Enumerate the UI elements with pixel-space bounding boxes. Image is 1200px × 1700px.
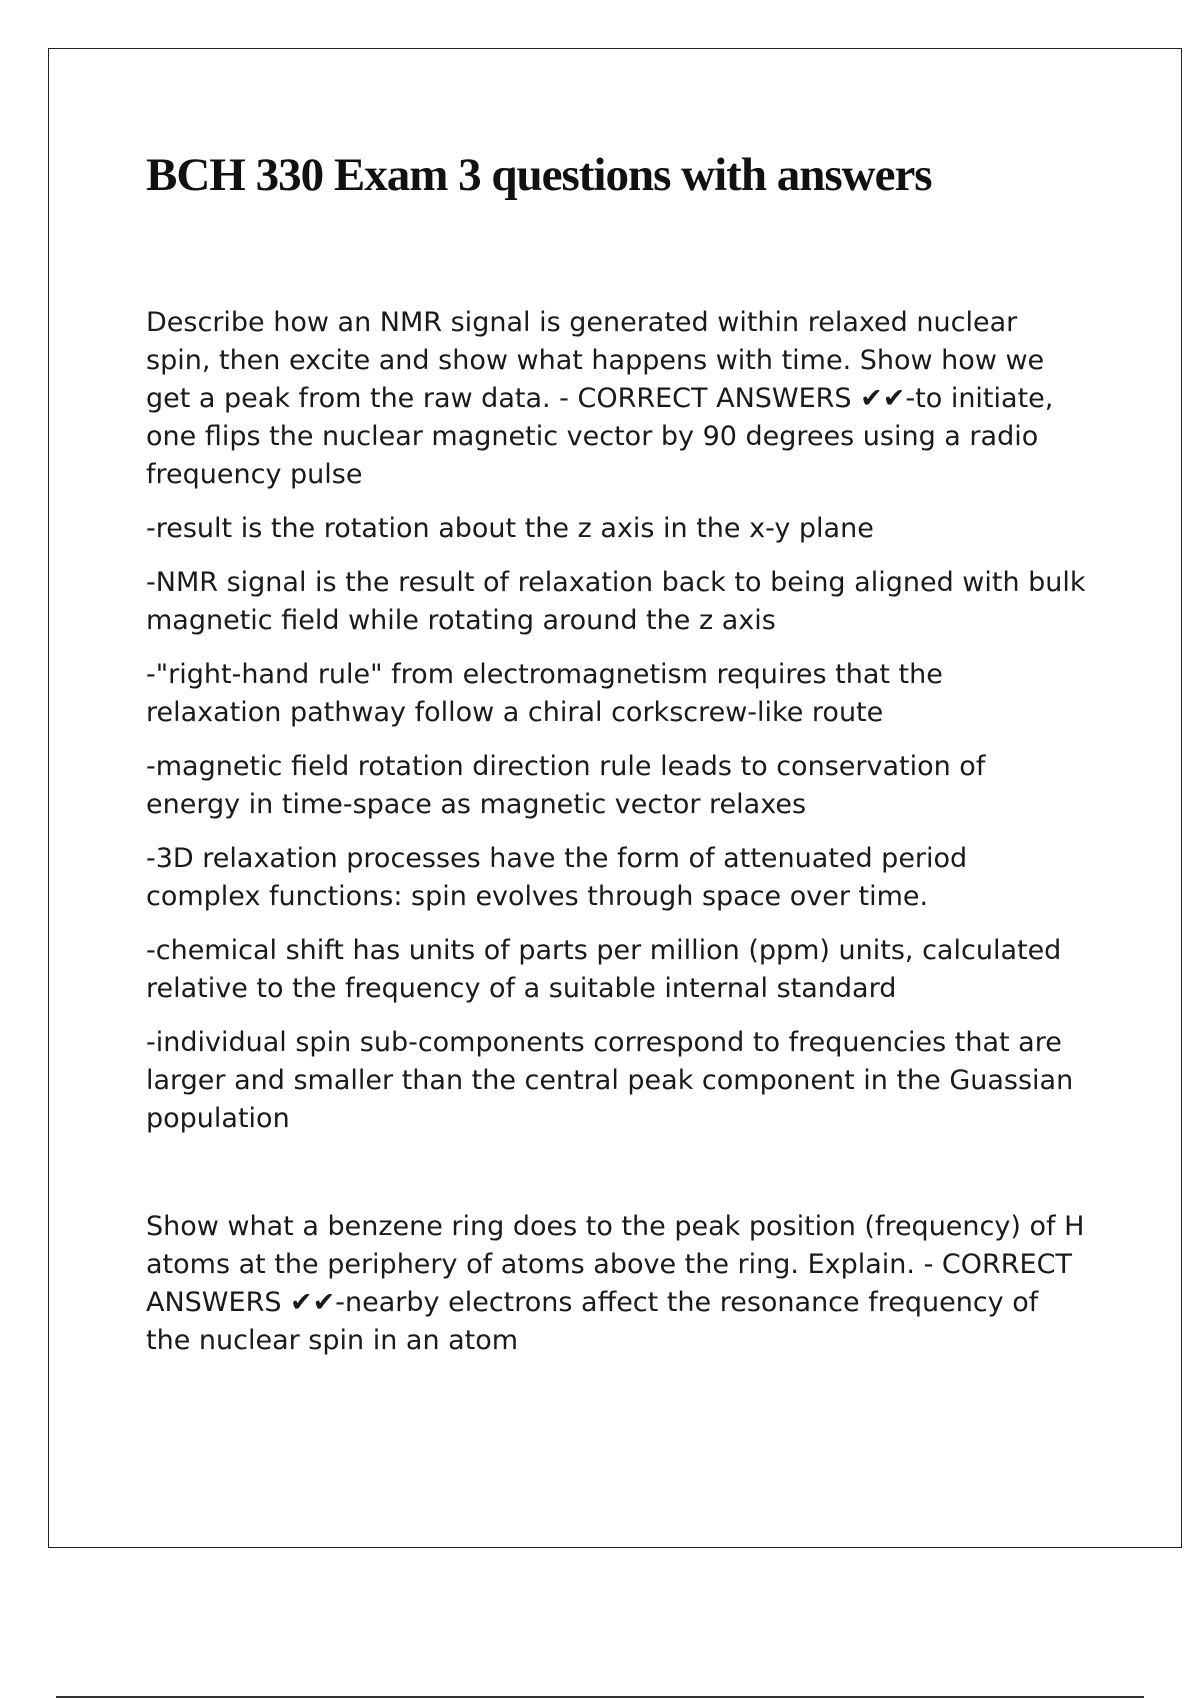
- answer-point: -"right-hand rule" from electromagnetism requires that the relaxation pathway follow a chiral corkscrew-like route: [146, 659, 943, 728]
- question-block-1: [146, 304, 1086, 1138]
- footer-divider: [56, 1696, 1144, 1698]
- document-title: BCH 330 Exam 3 questions with answers: [146, 149, 932, 201]
- document-body: [146, 304, 1086, 1376]
- answer-point: -chemical shift has units of parts per million (ppm) units, calculated relative to the frequency of a suitable internal standard: [146, 935, 1062, 1004]
- answer-point: -individual spin sub-components correspond to frequencies that are larger and smaller than the central peak component in the Guassian population: [146, 1027, 1074, 1134]
- question-1-prompt-and-answer: Describe how an NMR signal is generated within relaxed nuclear spin, then excite and show what happens with time. Show how we get a peak from the raw data. - CORRECT ANSWERS ✔✔-to initiate, one flips the nuclear magnetic vector by 90 degrees using a radio frequency pulse: [146, 307, 1054, 490]
- answer-point: -NMR signal is the result of relaxation back to being aligned with bulk magnetic field while rotating around the z axis: [146, 567, 1086, 636]
- answer-point: -magnetic field rotation direction rule leads to conservation of energy in time-space as magnetic vector relaxes: [146, 751, 986, 820]
- question-block-2: [146, 1208, 1086, 1360]
- answer-point: -result is the rotation about the z axis in the x-y plane: [146, 513, 874, 544]
- answer-point: -3D relaxation processes have the form of attenuated period complex functions: spin evolves through space over time.: [146, 843, 968, 912]
- question-2-prompt-and-answer: Show what a benzene ring does to the peak position (frequency) of H atoms at the periphery of atoms above the ring. Explain. - CORRECT ANSWERS ✔✔-nearby electrons affect the resonance frequency of the nuclear spin in an atom: [146, 1211, 1085, 1356]
